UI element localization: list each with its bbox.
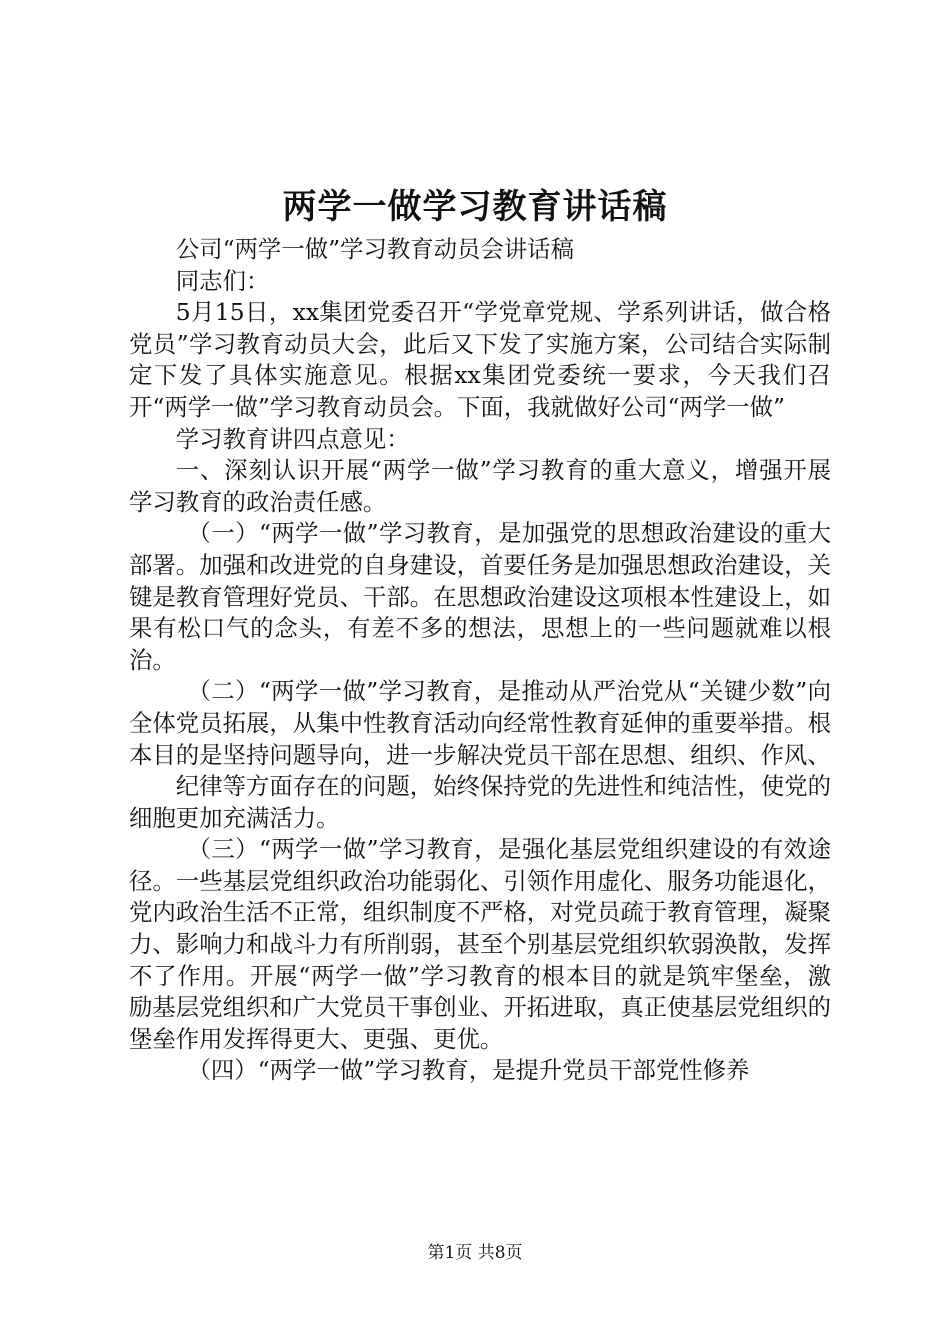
speech-subtitle: 公司“两学一做”学习教育动员会讲话稿 xyxy=(175,235,574,263)
paragraph-point-1: （一）“两学一做”学习教育，是加强党的思想政治建设的重大部署。加强和改进党的自身建设，首要任务是加强思想政治建设，关键是教育管理好党员、干部。在思想政治建设这项根本性建设上，如果有松口气的念头，有差不多的想法，思想上的一些问题就难以根治。 xyxy=(129,519,831,674)
page-number: 第1页 共8页 xyxy=(427,1243,523,1263)
paragraph-point-2-cont: 纪律等方面存在的问题，始终保持党的先进性和纯洁性，使党的细胞更加充满活力。 xyxy=(129,772,831,832)
paragraph-point-3: （三）“两学一做”学习教育，是强化基层党组织建设的有效途径。一些基层党组织政治功能弱化、引领作用虚化、服务功能退化，党内政治生活不正常，组织制度不严格，对党员疏于教育管理，凝聚力、影响力和战斗力有所削弱，甚至个别基层党组织软弱涣散，发挥不了作用。开展“两学一做”学习教育的根本目的就是筑牢堡垒，激励基层党组织和广大党员干事创业、开拓进取，真正使基层党组织的堡垒作用发挥得更大、更强、更优。 xyxy=(129,835,831,1053)
paragraph-intro: 5月15日，xx集团党委召开“学党章党规、学系列讲话，做合格党员”学习教育动员大会，此后又下发了实施方案，公司结合实际制定下发了具体实施意见。根据xx集团党委统一要求，今天我们召开“两学一做”学习教育动员会。下面，我就做好公司“两学一做” xyxy=(129,298,831,421)
document-title: 两学一做学习教育讲话稿 xyxy=(282,187,668,227)
section-heading-1: 一、深刻认识开展“两学一做”学习教育的重大意义，增强开展学习教育的政治责任感。 xyxy=(129,456,831,516)
document-body xyxy=(129,234,831,1087)
paragraph-four-points: 学习教育讲四点意见： xyxy=(175,424,410,453)
paragraph-point-4: （四）“两学一做”学习教育，是提升党员干部党性修养 xyxy=(187,1056,750,1085)
salutation: 同志们： xyxy=(175,266,270,295)
paragraph-point-2: （二）“两学一做”学习教育，是推动从严治党从“关键少数”向全体党员拓展，从集中性教育活动向经常性教育延伸的重要举措。根本目的是坚持问题导向，进一步解决党员干部在思想、组织、作风、 xyxy=(129,677,831,769)
